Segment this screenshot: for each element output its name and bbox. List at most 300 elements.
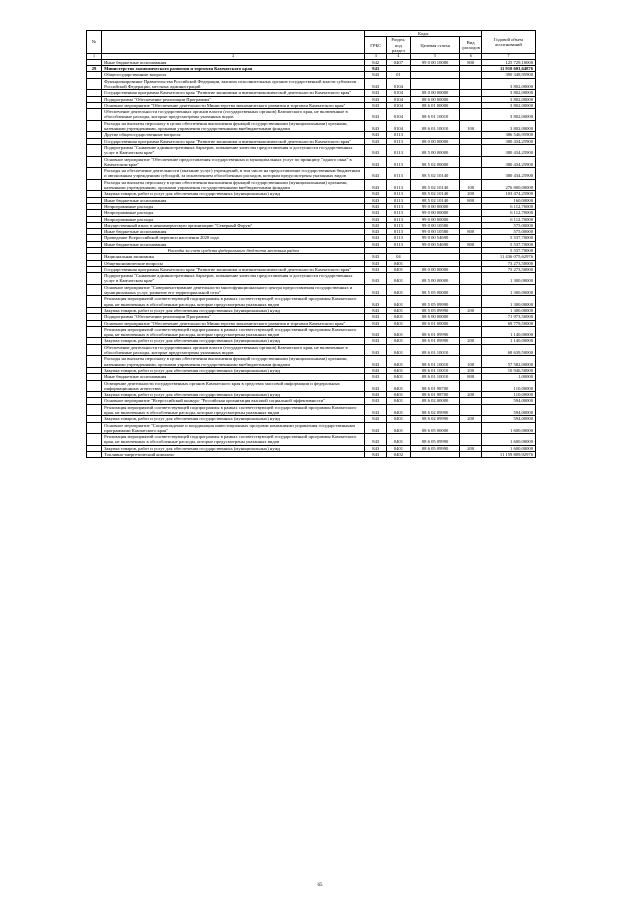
row-amount: 3 802,00000: [481, 78, 535, 90]
column-index: 2: [102, 54, 365, 60]
row-number: [87, 344, 102, 356]
row-name: Национальная экономика: [102, 254, 365, 260]
row-expense-type: 800: [460, 59, 482, 65]
row-name: Другие общегосударственные вопросы: [102, 132, 365, 138]
row-name: Непрограммные расходы: [102, 216, 365, 222]
row-amount: 3 802,00000: [481, 120, 535, 132]
column-index: 3: [365, 54, 387, 60]
row-grbs: 843: [365, 235, 387, 241]
header-num: №: [87, 31, 102, 54]
row-expense-type: 800: [460, 229, 482, 235]
row-grbs: 843: [365, 191, 387, 197]
row-target-article: [410, 78, 460, 90]
row-name: Основное мероприятие "Сопровождение и координация инвестиционных программ компаниями управления государственными программами Камчатского края": [102, 422, 365, 434]
row-amount: 68 639,50000: [481, 344, 535, 356]
row-expense-type: [460, 404, 482, 416]
row-expense-type: [460, 273, 482, 285]
row-amount: 1 300,00000: [481, 296, 535, 308]
row-razdel: 0113: [387, 216, 411, 222]
table-row: [87, 434, 536, 446]
row-target-article: 08 0 00 00000: [410, 266, 460, 272]
row-grbs: 843: [365, 241, 387, 247]
row-number: [87, 326, 102, 338]
row-grbs: 843: [365, 90, 387, 96]
row-expense-type: 800: [460, 197, 482, 203]
row-expense-type: [460, 296, 482, 308]
row-name: Основное мероприятие "Всероссийский конкурс "Российская организация высокой социальной эффективности": [102, 398, 365, 404]
row-grbs: 843: [365, 96, 387, 102]
row-razdel: 0401: [387, 416, 411, 422]
row-razdel: 0401: [387, 273, 411, 285]
row-grbs: 843: [365, 78, 387, 90]
row-grbs: 843: [365, 392, 387, 398]
row-expense-type: [460, 144, 482, 156]
row-number: [87, 404, 102, 416]
row-grbs: 843: [365, 380, 387, 392]
row-name: Расходы на выплаты персоналу в целях обеспечения выполнения функций государственными (муниципальными) органами, казенными учреждениями, органами управления государственными внебюджетными фондами: [102, 179, 365, 191]
row-target-article: 08 6 05 09990: [410, 434, 460, 446]
row-grbs: 843: [365, 422, 387, 434]
row-target-article: 99 0 00 00000: [410, 210, 460, 216]
row-name: Закупка товаров, работ и услуг для обеспечения государственных (муниципальных) нужд: [102, 416, 365, 422]
row-name: Иные бюджетные ассигнования: [102, 229, 365, 235]
row-target-article: 08 6 01 10010: [410, 344, 460, 356]
row-name: Закупка товаров, работ и услуг для обеспечения государственных (муниципальных) нужд: [102, 367, 365, 373]
row-razdel: 0401: [387, 434, 411, 446]
row-grbs: 843: [365, 434, 387, 446]
row-amount: 1 140,00000: [481, 338, 535, 344]
row-grbs: 843: [365, 254, 387, 260]
row-name: Государственная программа Камчатского края "Развитие экономики и внешнеэкономической деятельности Камчатского края": [102, 138, 365, 144]
row-amount: 380 434,25900: [481, 168, 535, 180]
row-grbs: 843: [365, 445, 387, 451]
row-razdel: 04: [387, 254, 411, 260]
row-expense-type: [460, 284, 482, 296]
row-amount: 3 802,00000: [481, 102, 535, 108]
row-amount: 575,00000: [481, 229, 535, 235]
row-grbs: 843: [365, 229, 387, 235]
row-expense-type: 800: [460, 374, 482, 380]
row-name: Расходы на выплаты персоналу в целях обеспечения выполнения функций государственными (муниципальными) органами, казенными учреждениями, органами управления государственными внебюджетными фондами: [102, 356, 365, 368]
row-number: [87, 120, 102, 132]
row-grbs: 843: [365, 132, 387, 138]
row-number: [87, 78, 102, 90]
row-grbs: 843: [365, 210, 387, 216]
row-amount: 6 112,70000: [481, 203, 535, 209]
row-name: Реализация мероприятий соответствующей подпрограммы в рамках соответствующей государственной программы Камчатского края, не включенных в обособленные расходы, которые предусмотрены указанных видов: [102, 296, 365, 308]
row-name: Закупка товаров, работ и услуг для обеспечения государственных (муниципальных) нужд: [102, 445, 365, 451]
row-razdel: 0401: [387, 296, 411, 308]
row-expense-type: 200: [460, 416, 482, 422]
header-name: [102, 31, 365, 54]
row-target-article: 08 5 05 00000: [410, 284, 460, 296]
row-amount: 6 112,70000: [481, 216, 535, 222]
table-row: [87, 156, 536, 168]
row-expense-type: 100: [460, 356, 482, 368]
row-grbs: 843: [365, 367, 387, 373]
row-number: [87, 452, 102, 458]
row-razdel: 0401: [387, 326, 411, 338]
row-target-article: 08 6 01 10010: [410, 120, 460, 132]
header-amount: Годовой объем ассигнований: [481, 31, 535, 54]
table-row: [87, 109, 536, 121]
row-razdel: 01: [387, 72, 411, 78]
row-target-article: 08 6 00 00000: [410, 96, 460, 102]
row-razdel: 0113: [387, 229, 411, 235]
row-razdel: 0113: [387, 222, 411, 228]
row-name: Функционирование Правительства Российской Федерации, высших исполнительных органов государственной власти субъектов Российской Федерации, местных администраций: [102, 78, 365, 90]
row-grbs: 843: [365, 203, 387, 209]
header-vr: Вид расходов: [460, 37, 482, 54]
row-name: Основное мероприятие "Обеспечение деятельности Министерства экономического развития и торговли Камчатского края": [102, 102, 365, 108]
row-amount: 11 159 809,92976: [481, 452, 535, 458]
row-razdel: 0401: [387, 284, 411, 296]
row-amount: 1 140,00000: [481, 326, 535, 338]
row-name: Государственная программа Камчатского края "Развитие экономики и внешнеэкономической деятельности Камчатского края": [102, 90, 365, 96]
row-target-article: 99 0 00 00000: [410, 203, 460, 209]
row-name: Основное мероприятие "Обеспечение предоставления государственных и муниципальных услуг по принципу "одного окна" в Камчатском крае": [102, 156, 365, 168]
row-amount: 11 910 603,64876: [481, 66, 535, 72]
row-grbs: 843: [365, 266, 387, 272]
row-razdel: 0401: [387, 367, 411, 373]
row-name: Непрограммные расходы: [102, 203, 365, 209]
row-name: Иные бюджетные ассигнования: [102, 197, 365, 203]
row-grbs: 843: [365, 273, 387, 285]
page-number: 65: [317, 883, 323, 888]
document-sheet: [86, 30, 536, 458]
row-razdel: 0113: [387, 241, 411, 247]
row-razdel: 0401: [387, 422, 411, 434]
row-razdel: 0401: [387, 307, 411, 313]
row-name: Подпрограмма "Обеспечение реализации Программы": [102, 314, 365, 320]
row-target-article: 99 0 00 10080: [410, 59, 460, 65]
row-name: Освещение деятельности государственных органов Камчатского края в средствах массовой информации и федеральных информационных агентствах: [102, 380, 365, 392]
table-row: [87, 284, 536, 296]
row-razdel: 0113: [387, 156, 411, 168]
row-razdel: 0104: [387, 96, 411, 102]
table-row: [87, 179, 536, 191]
row-grbs: 843: [365, 296, 387, 308]
row-number: 29: [87, 66, 102, 72]
row-number: [87, 109, 102, 121]
row-target-article: 08 5 00 00000: [410, 273, 460, 285]
row-razdel: 0401: [387, 445, 411, 451]
row-razdel: 0401: [387, 344, 411, 356]
row-razdel: 0104: [387, 109, 411, 121]
row-expense-type: [460, 434, 482, 446]
row-target-article: 08 6 01 10010: [410, 109, 460, 121]
row-grbs: 843: [365, 398, 387, 404]
row-amount: 380 434,25900: [481, 138, 535, 144]
row-name: Расходы на обеспечение деятельности (оказание услуг) учреждений, в том числе на предоставление государственным бюджетным и автономным учреждениям субсидий, за исключением обособленных расходов, которым предусмотрены указанных видов: [102, 168, 365, 180]
row-target-article: 08 5 02 00000: [410, 156, 460, 168]
column-index: 6: [460, 54, 482, 60]
row-name: Основное мероприятие "Обеспечение деятельности Министерства экономического развития и торговли Камчатского края": [102, 320, 365, 326]
table-row: [87, 452, 536, 458]
row-grbs: 843: [365, 144, 387, 156]
row-amount: 73 273,50000: [481, 266, 535, 272]
row-expense-type: 200: [460, 338, 482, 344]
row-number: [87, 434, 102, 446]
row-amount: 5 537,70000: [481, 235, 535, 241]
row-target-article: 99 0 00 10580: [410, 229, 460, 235]
row-target-article: 08 6 05 00000: [410, 422, 460, 434]
row-expense-type: 200: [460, 445, 482, 451]
header-codes: Коды: [365, 31, 482, 37]
row-amount: 69 779,50000: [481, 320, 535, 326]
row-grbs: 843: [365, 326, 387, 338]
row-razdel: 0104: [387, 102, 411, 108]
row-grbs: 843: [365, 314, 387, 320]
row-target-article: [410, 452, 460, 458]
row-name: Реализация мероприятий соответствующей подпрограммы в рамках соответствующей государственной программы Камчатского края, не включенных в обособленные расходы, которые предусмотрены указанных видов: [102, 434, 365, 446]
row-grbs: 843: [365, 120, 387, 132]
row-razdel: 0113: [387, 179, 411, 191]
row-amount: 5 537,70000: [481, 247, 535, 253]
row-name: Министерство экономического развития и торговли Камчатского края: [102, 66, 365, 72]
row-amount: 10 946,50000: [481, 367, 535, 373]
row-expense-type: 100: [460, 120, 482, 132]
row-razdel: 0401: [387, 266, 411, 272]
row-target-article: 08 5 02 10140: [410, 179, 460, 191]
table-row: [87, 344, 536, 356]
table-row: [87, 144, 536, 156]
row-amount: 380 434,25900: [481, 144, 535, 156]
row-name: Закупка товаров, работ и услуг для обеспечения государственных (муниципальных) нужд: [102, 392, 365, 398]
row-amount: 1,00000: [481, 374, 535, 380]
row-expense-type: 200: [460, 392, 482, 398]
row-name: Обеспечение деятельности государственных органов власти (государственных органов) Камчатского края, не включенные в обособленные расходы, которые предусмотрены указанных видов: [102, 344, 365, 356]
row-name: Подпрограмма "Снижение административных барьеров, повышение качества предоставления и доступности государственных услуг в Камчатском крае": [102, 273, 365, 285]
row-target-article: 08 5 05 09990: [410, 307, 460, 313]
row-razdel: 0113: [387, 197, 411, 203]
row-grbs: 843: [365, 197, 387, 203]
row-razdel: 0104: [387, 90, 411, 96]
row-grbs: 843: [365, 102, 387, 108]
row-target-article: 08 6 05 09990: [410, 445, 460, 451]
row-name: Иные бюджетные ассигнования: [102, 59, 365, 65]
row-name: Подпрограмма "Обеспечение реализации Программы": [102, 96, 365, 102]
row-target-article: 08 6 01 10010: [410, 374, 460, 380]
row-razdel: 0401: [387, 320, 411, 326]
row-grbs: 843: [365, 109, 387, 121]
table-row: [87, 326, 536, 338]
row-grbs: 843: [365, 416, 387, 422]
row-target-article: 08 6 01 00000: [410, 320, 460, 326]
row-expense-type: [460, 452, 482, 458]
header-grbs: ГРБС: [365, 37, 387, 54]
row-amount: 6 112,70000: [481, 210, 535, 216]
row-target-article: 08 6 01 00000: [410, 102, 460, 108]
row-name: Иные бюджетные ассигнования: [102, 374, 365, 380]
row-target-article: 08 5 02 10140: [410, 197, 460, 203]
row-target-article: 08 6 01 10010: [410, 356, 460, 368]
table-row: [87, 120, 536, 132]
row-target-article: 08 0 00 00000: [410, 90, 460, 96]
row-name: Расходы на выплаты персоналу в целях обеспечения выполнения функций государственными (муниципальными) органами, казенными учреждениями, органами управления государственными внебюджетными фондами: [102, 120, 365, 132]
row-amount: 594,00000: [481, 398, 535, 404]
row-razdel: 0407: [387, 59, 411, 65]
row-razdel: 0401: [387, 392, 411, 398]
row-amount: 594,00000: [481, 416, 535, 422]
row-expense-type: [460, 344, 482, 356]
row-target-article: 08 5 02 10140: [410, 168, 460, 180]
row-amount: 125 729,10000: [481, 59, 535, 65]
row-name: Общеэкономические вопросы: [102, 260, 365, 266]
row-name: Непрограммные расходы: [102, 210, 365, 216]
row-name: Проведение Всероссийской переписи населения 2020 года: [102, 235, 365, 241]
table-row: [87, 168, 536, 180]
row-target-article: 08 6 02 09990: [410, 404, 460, 416]
row-razdel: 0113: [387, 144, 411, 156]
row-grbs: 843: [365, 156, 387, 168]
row-amount: 73 273,50000: [481, 260, 535, 266]
row-expense-type: 100: [460, 179, 482, 191]
row-name: Государственная программа Камчатского края "Развитие экономики и внешнеэкономической деятельности Камчатского края": [102, 266, 365, 272]
row-number: [87, 273, 102, 285]
row-amount: 594,00000: [481, 404, 535, 416]
row-razdel: 0113: [387, 132, 411, 138]
row-razdel: 0401: [387, 374, 411, 380]
row-amount: 1 600,00000: [481, 445, 535, 451]
row-amount: 3 802,00000: [481, 109, 535, 121]
table-row: [87, 78, 536, 90]
row-name: Реализация мероприятий соответствующей подпрограммы в рамках соответствующей государственной программы Камчатского края, не включенных в обособленные расходы, которые предусмотрены указанных видов: [102, 404, 365, 416]
row-target-article: 08 6 01 10010: [410, 367, 460, 373]
row-grbs: 843: [365, 179, 387, 191]
row-grbs: 843: [365, 66, 387, 72]
row-name: Закупка товаров, работ и услуг для обеспечения государственных (муниципальных) нужд: [102, 338, 365, 344]
row-razdel: 0104: [387, 120, 411, 132]
row-amount: 11 436 075,62976: [481, 254, 535, 260]
row-amount: 386 546,95900: [481, 132, 535, 138]
header-razdel: Раздел, под раздел: [387, 37, 411, 54]
row-number: [87, 156, 102, 168]
row-razdel: 0104: [387, 78, 411, 90]
row-target-article: 08 6 00 00000: [410, 314, 460, 320]
row-number: [87, 179, 102, 191]
row-target-article: 08 6 01 98700: [410, 392, 460, 398]
row-number: [87, 380, 102, 392]
row-name: Расходы за счет средств федерального бюджета местным рядом: [102, 247, 365, 253]
row-amount: 575,00000: [481, 222, 535, 228]
row-razdel: 0401: [387, 356, 411, 368]
row-grbs: 843: [365, 344, 387, 356]
row-amount: 1 300,00000: [481, 284, 535, 296]
row-razdel: 0401: [387, 404, 411, 416]
row-amount: 1 600,00000: [481, 434, 535, 446]
row-number: [87, 356, 102, 368]
row-name: Имущественный взнос в некоммерческую организацию "Северный Форум": [102, 222, 365, 228]
row-number: [87, 144, 102, 156]
row-grbs: 843: [365, 138, 387, 144]
row-expense-type: 200: [460, 191, 482, 197]
row-grbs: 843: [365, 307, 387, 313]
table-row: [87, 404, 536, 416]
row-name: Иные бюджетные ассигнования: [102, 241, 365, 247]
row-target-article: 99 0 00 10580: [410, 222, 460, 228]
row-razdel: 0401: [387, 380, 411, 392]
row-expense-type: [460, 380, 482, 392]
row-grbs: 843: [365, 168, 387, 180]
row-target-article: 08 5 05 09990: [410, 296, 460, 308]
row-grbs: 843: [365, 452, 387, 458]
row-name: Основное мероприятие "Совершенствование деятельности многофункционального центра предоставления государственных и муниципальных услуг, развитие его территориальной сети": [102, 284, 365, 296]
row-amount: 5 537,70000: [481, 241, 535, 247]
row-amount: 1 300,00000: [481, 273, 535, 285]
table-row: [87, 422, 536, 434]
row-grbs: 843: [365, 404, 387, 416]
row-amount: 71 973,50000: [481, 314, 535, 320]
row-razdel: 0113: [387, 138, 411, 144]
row-amount: 380 434,25900: [481, 156, 535, 168]
row-target-article: 08 5 02 10140: [410, 191, 460, 197]
row-name: Подпрограмма "Снижение административных барьеров, повышение качества предоставления и доступности государственных услуг в Камчатском крае": [102, 144, 365, 156]
row-razdel: 0402: [387, 452, 411, 458]
row-razdel: 0113: [387, 191, 411, 197]
row-expense-type: 800: [460, 241, 482, 247]
row-amount: 1 600,00000: [481, 422, 535, 434]
row-grbs: 842: [365, 59, 387, 65]
row-grbs: 843: [365, 338, 387, 344]
row-grbs: 843: [365, 356, 387, 368]
row-amount: 276 800,00000: [481, 179, 535, 191]
row-razdel: 0401: [387, 314, 411, 320]
row-amount: 1 300,00000: [481, 307, 535, 313]
row-grbs: 843: [365, 222, 387, 228]
row-target-article: 99 0 00 54690: [410, 235, 460, 241]
row-target-article: 08 5 00 00000: [410, 144, 460, 156]
column-index: 5: [410, 54, 460, 60]
row-expense-type: [460, 168, 482, 180]
row-expense-type: [460, 78, 482, 90]
row-number: [87, 168, 102, 180]
row-razdel: 0113: [387, 210, 411, 216]
row-name: Обеспечение деятельности государственных органов власти (государственных органов) Камчатского края, не включенные в обособленные расходы, которые предусмотрены указанных видов: [102, 109, 365, 121]
row-target-article: 08 0 00 00000: [410, 138, 460, 144]
row-grbs: 843: [365, 72, 387, 78]
column-index: 7: [481, 54, 535, 60]
table-row: [87, 296, 536, 308]
table-row: [87, 273, 536, 285]
row-name: Общегосударственные вопросы: [102, 72, 365, 78]
row-amount: 160,00000: [481, 197, 535, 203]
row-razdel: 0113: [387, 168, 411, 180]
row-razdel: 0401: [387, 260, 411, 266]
row-expense-type: [460, 109, 482, 121]
row-expense-type: [460, 326, 482, 338]
row-grbs: 843: [365, 320, 387, 326]
row-razdel: 0401: [387, 398, 411, 404]
row-expense-type: 200: [460, 367, 482, 373]
table-header: [87, 31, 536, 60]
table-row: [87, 380, 536, 392]
row-razdel: 0113: [387, 203, 411, 209]
row-grbs: 843: [365, 374, 387, 380]
row-number: [87, 284, 102, 296]
column-index: 4: [387, 54, 411, 60]
row-target-article: 99 0 00 54690: [410, 241, 460, 247]
row-grbs: 843: [365, 260, 387, 266]
row-target-article: 08 6 01 09990: [410, 326, 460, 338]
row-amount: 3 802,00000: [481, 96, 535, 102]
row-grbs: 843: [365, 216, 387, 222]
row-target-article: 08 6 01 98700: [410, 380, 460, 392]
row-name: Реализация мероприятий соответствующей подпрограммы в рамках соответствующей государственной программы Камчатского края, не включенных в обособленные расходы, которые предусмотрены указанных видов: [102, 326, 365, 338]
row-target-article: 08 6 02 00000: [410, 398, 460, 404]
column-index: 1: [87, 54, 102, 60]
row-expense-type: 200: [460, 307, 482, 313]
